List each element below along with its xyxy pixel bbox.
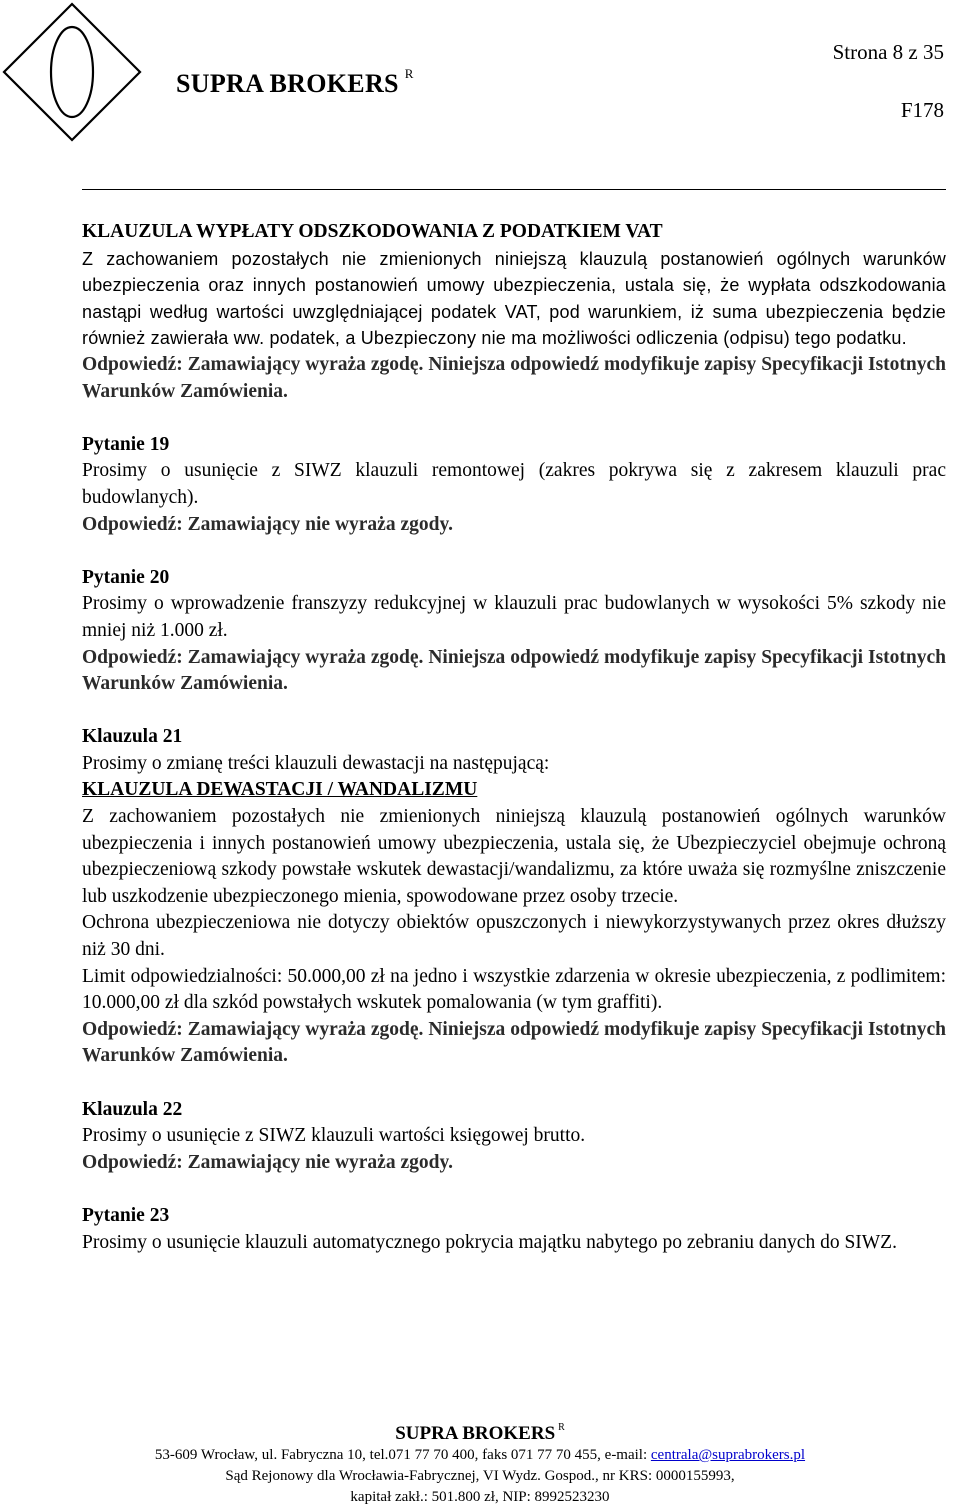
question-20-title: Pytanie 20 [82, 566, 170, 588]
page-footer [0, 1422, 960, 1508]
vat-clause-title: KLAUZULA WYPŁATY ODSZKODOWANIA Z PODATKIEM VAT [82, 221, 663, 242]
form-code: F178 [900, 98, 944, 122]
header-brand: SUPRA BROKERS $^R$ [176, 66, 414, 98]
company-logo [0, 0, 160, 200]
footer-address: 53-609 Wrocław, ul. Fabryczna 10, tel.071 77 70 400, faks 071 77 70 455, e-mail: centrala@suprabrokers.pl [154, 1447, 806, 1463]
clause-22-title: Klauzula 22 [82, 1098, 183, 1120]
vat-clause-text: Z zachowaniem pozostałych nie zmienionych niniejszą klauzulą postanowień ogólnych warunków ubezpieczenia oraz innych postanowień umowy ubezpieczenia, ustala się, że wypłata odszkodowania nastąpi według wartości uwzględniającej podatek VAT, pod warunkiem, iż suma ubezpieczenia będzie również zawierała ww. podatek, a Ubezpieczony nie ma możliwości odliczenia (odpisu) tego podatku. [82, 248, 946, 349]
document-body [82, 219, 946, 1256]
footer-capital: kapitał zakł.: 501.800 zł, NIP: 8992523230 [350, 1489, 610, 1505]
question-20-text: Prosimy o wprowadzenie franszyzy redukcyjnej w klauzuli prac budowlanych w wysokości 5% szkody nie mniej niż 1.000 zł. [82, 593, 946, 641]
clause-21-title: Klauzula 21 [82, 726, 183, 748]
question-19-title: Pytanie 19 [82, 433, 170, 455]
question-23-text: Prosimy o usunięcie klauzuli automatycznego pokrycia majątku nabytego po zebraniu danych do SIWZ. [82, 1231, 897, 1253]
clause-21-exclusion: Ochrona ubezpieczeniowa nie dotyczy obiektów opuszczonych i niewykorzystywanych przez okres dłuższy niż 30 dni. [82, 912, 946, 961]
clause-21-limit: Limit odpowiedzialności: 50.000,00 zł na jedno i wszystkie zdarzenia w okresie ubezpieczenia, z podlimitem: 10.000,00 zł dla szkód powstałych wskutek pomalowania (w tym graffiti). [82, 965, 946, 1014]
clause-21-clause-title: KLAUZULA DEWASTACJI / WANDALIZMU [82, 779, 478, 801]
clause-21-intro: Prosimy o zmianę treści klauzuli dewastacji na następującą: [82, 752, 550, 774]
clause-22-answer: Odpowiedź: Zamawiający nie wyraża zgody. [82, 1151, 454, 1173]
footer-brand: SUPRA BROKERS $^R$ [395, 1422, 565, 1444]
vat-clause-answer: Odpowiedź: Zamawiający wyraża zgodę. Niniejsza odpowiedź modyfikuje zapisy Specyfikacji Istotnych Warunków Zamówienia. [82, 353, 946, 402]
registered-mark: R [404, 66, 414, 81]
question-19-text: Prosimy o usunięcie z SIWZ klauzuli remontowej (zakres pokrywa się z zakresem klauzuli prac budowlanych). [82, 460, 946, 508]
clause-22-text: Prosimy o usunięcie z SIWZ klauzuli wartości księgowej brutto. [82, 1125, 586, 1147]
question-19-answer: Odpowiedź: Zamawiający nie wyraża zgody. [82, 513, 454, 535]
page-number: Strona 8 z 35 [832, 40, 944, 64]
question-20-answer: Odpowiedź: Zamawiający wyraża zgodę. Niniejsza odpowiedź modyfikuje zapisy Specyfikacji Istotnych Warunków Zamówienia. [82, 646, 946, 695]
clause-21-answer: Odpowiedź: Zamawiający wyraża zgodę. Niniejsza odpowiedź modyfikuje zapisy Specyfikacji Istotnych Warunków Zamówienia. [82, 1018, 946, 1067]
question-23-title: Pytanie 23 [82, 1204, 170, 1226]
footer-email-link[interactable]: centrala@suprabrokers.pl [650, 1447, 806, 1463]
footer-registered-mark: R [558, 1422, 565, 1433]
clause-21-text: Z zachowaniem pozostałych nie zmienionych niniejszą klauzulą postanowień ogólnych warunków ubezpieczenia i innych postanowień umowy ubezpieczenia, ustala się, że Ubezpieczyciel obejmuje ochroną ubezpieczeniową szkody powstałe wskutek dewastacji/wandalizmu, za które uważa się rozmyślne zniszczenie lub uszkodzenie ubezpieczonego mienia, spowodowane przez osoby trzecie. [82, 806, 946, 907]
header-divider [82, 189, 946, 190]
footer-court: Sąd Rejonowy dla Wrocławia-Fabrycznej, VI Wydz. Gospod., nr KRS: 0000155993, [225, 1468, 735, 1484]
